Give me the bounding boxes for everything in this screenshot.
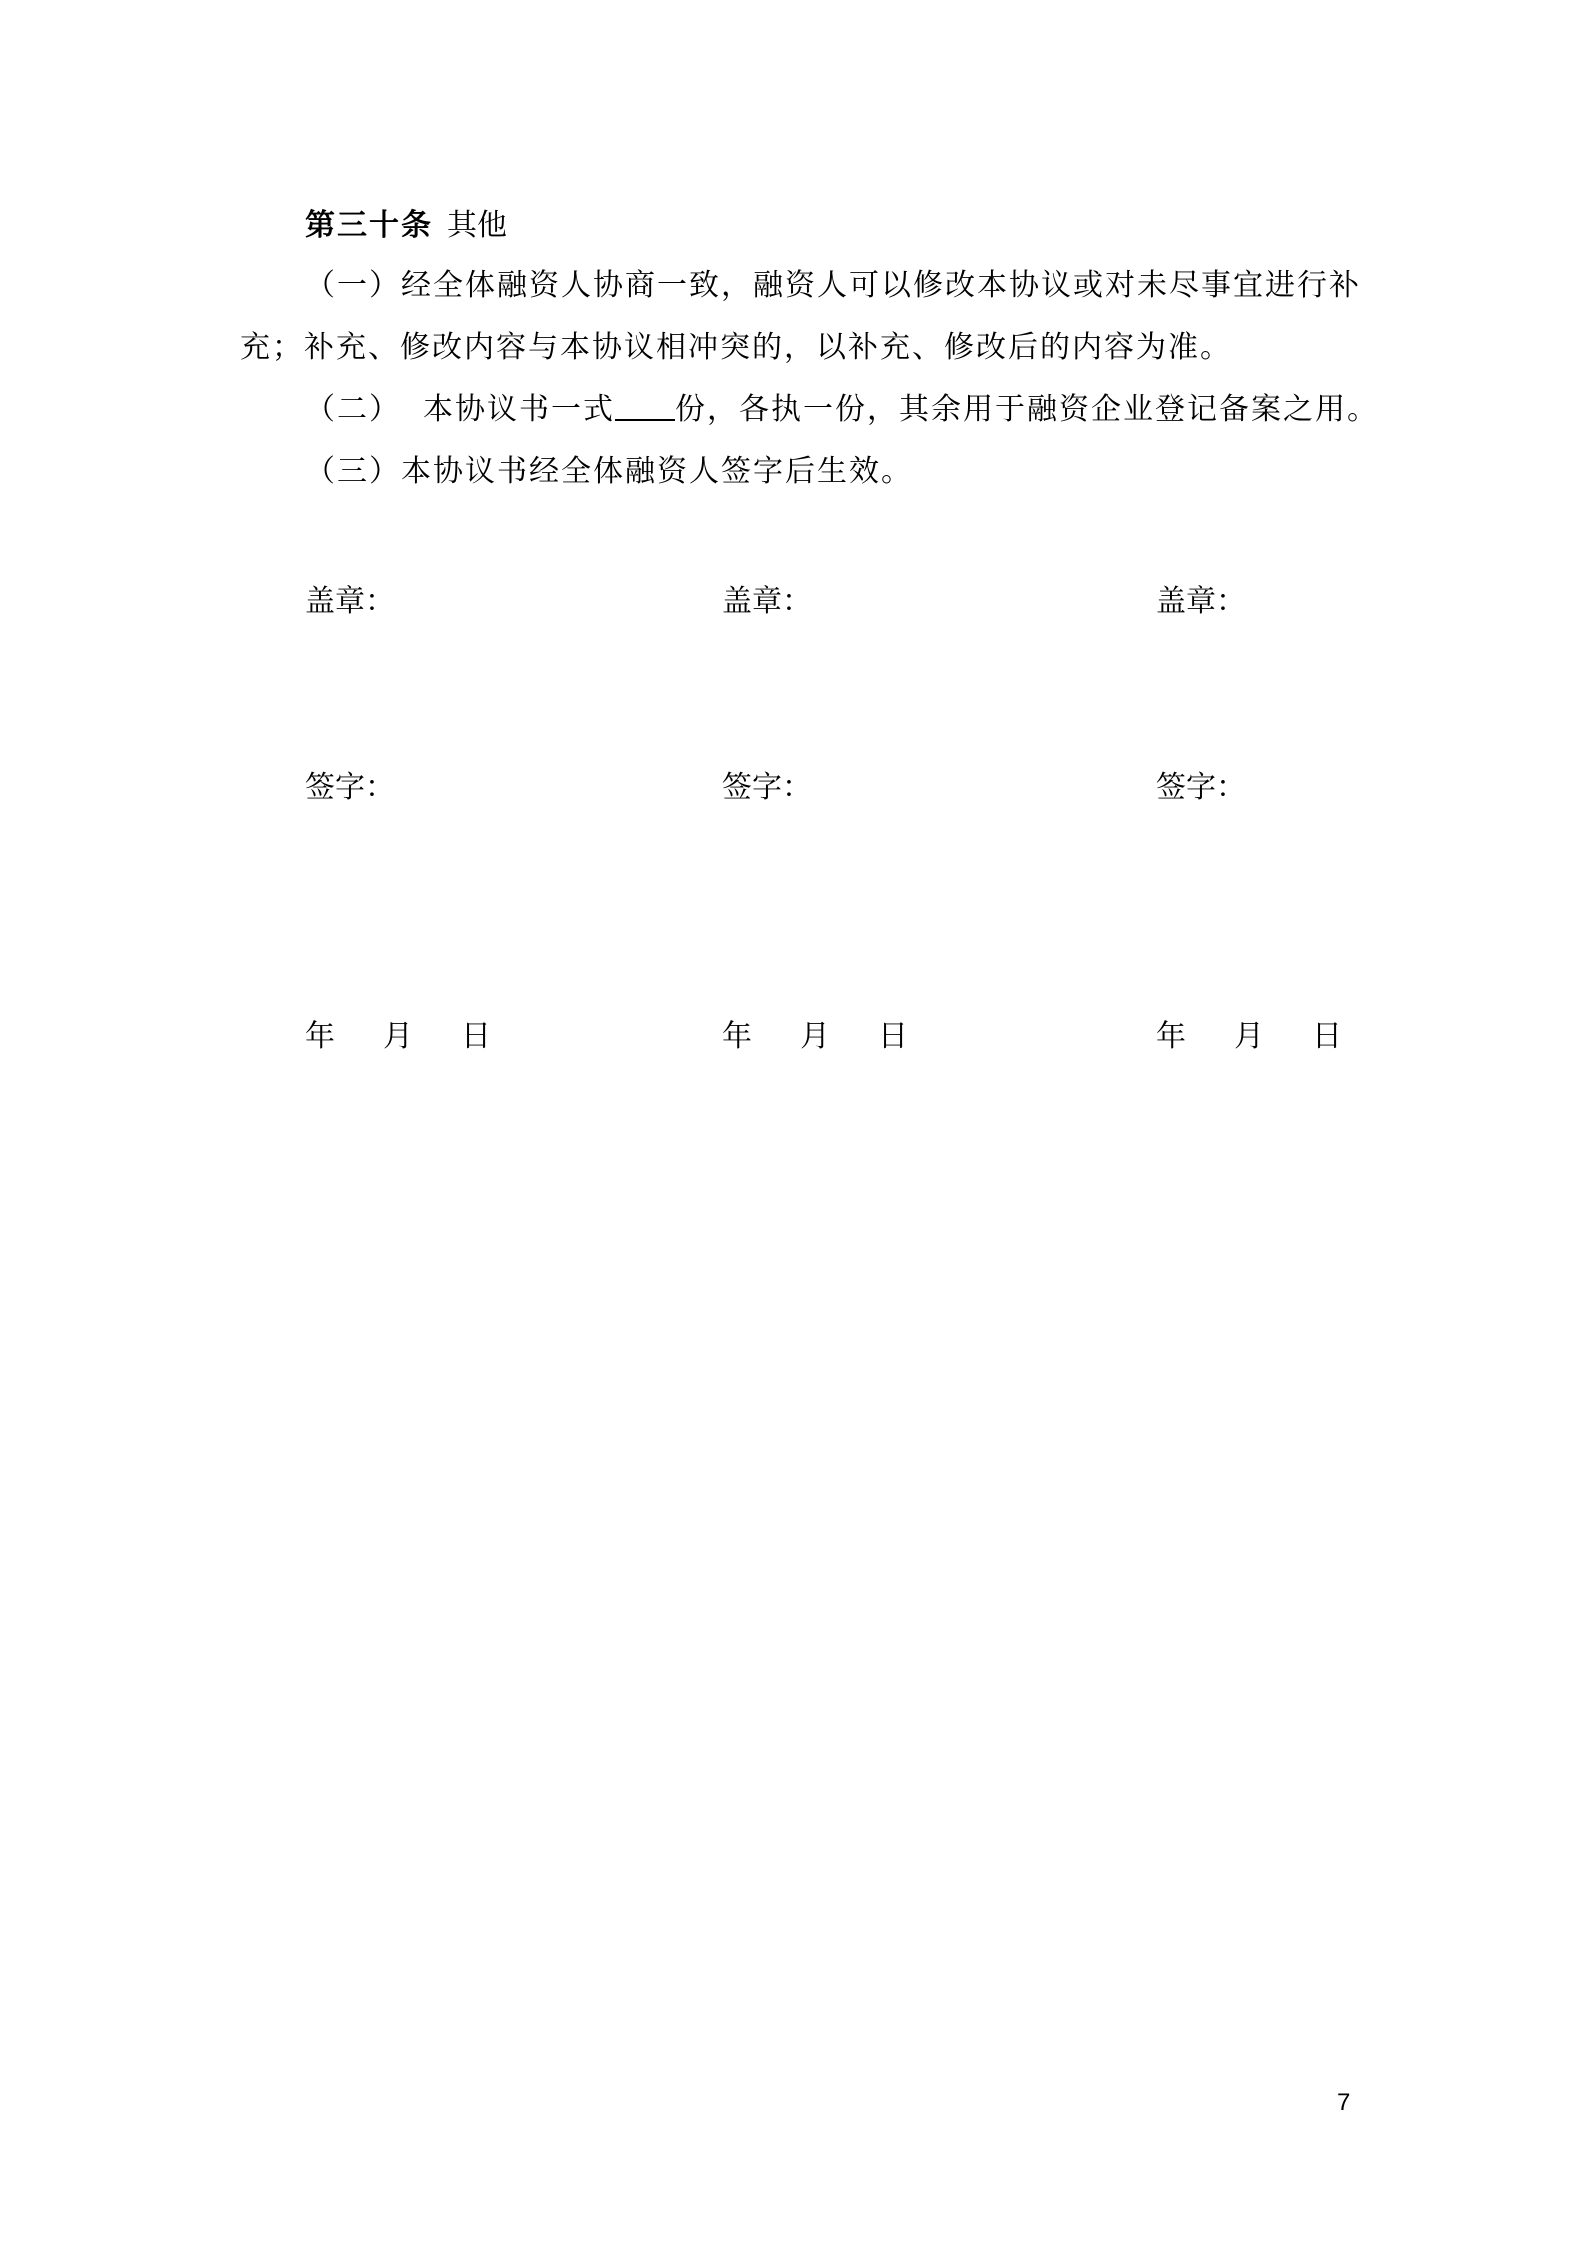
- copies-blank-line: [615, 391, 675, 421]
- clause-2-text-before-blank: 本协议书一式: [423, 392, 615, 427]
- month-label-3: 月: [1234, 1019, 1264, 1054]
- day-label-3: 日: [1312, 1019, 1342, 1054]
- article-name: 其他: [447, 208, 507, 243]
- page-number: 7: [1337, 2089, 1351, 2116]
- clause-2-prefix: （二）: [305, 392, 401, 427]
- clause-2: [305, 390, 1379, 430]
- clause-2-text-after-blank: 份，各执一份，其余用于融资企业登记备案之用。: [675, 392, 1379, 427]
- sign-label-1: 签字：: [305, 770, 395, 805]
- date-line-2: [722, 1017, 908, 1057]
- day-label-1: 日: [461, 1019, 491, 1054]
- seal-label-2: 盖章：: [722, 584, 812, 619]
- seal-label-3: 盖章：: [1156, 584, 1246, 619]
- year-label-3: 年: [1156, 1019, 1186, 1054]
- article-number: 第三十条: [305, 208, 433, 243]
- month-label-2: 月: [800, 1019, 830, 1054]
- date-line-1: [305, 1017, 491, 1057]
- month-label-1: 月: [383, 1019, 413, 1054]
- sign-label-3: 签字：: [1156, 770, 1246, 805]
- year-label-1: 年: [305, 1019, 335, 1054]
- date-line-3: [1156, 1017, 1342, 1057]
- clause-3: （三）本协议书经全体融资人签字后生效。: [305, 454, 913, 489]
- seal-label-1: 盖章：: [305, 584, 395, 619]
- clause-1-line-1: （一）经全体融资人协商一致，融资人可以修改本协议或对未尽事宜进行补: [305, 268, 1361, 303]
- clause-1-line-2: 充；补充、修改内容与本协议相冲突的，以补充、修改后的内容为准。: [240, 330, 1232, 365]
- article-title: [305, 206, 507, 246]
- day-label-2: 日: [878, 1019, 908, 1054]
- sign-label-2: 签字：: [722, 770, 812, 805]
- year-label-2: 年: [722, 1019, 752, 1054]
